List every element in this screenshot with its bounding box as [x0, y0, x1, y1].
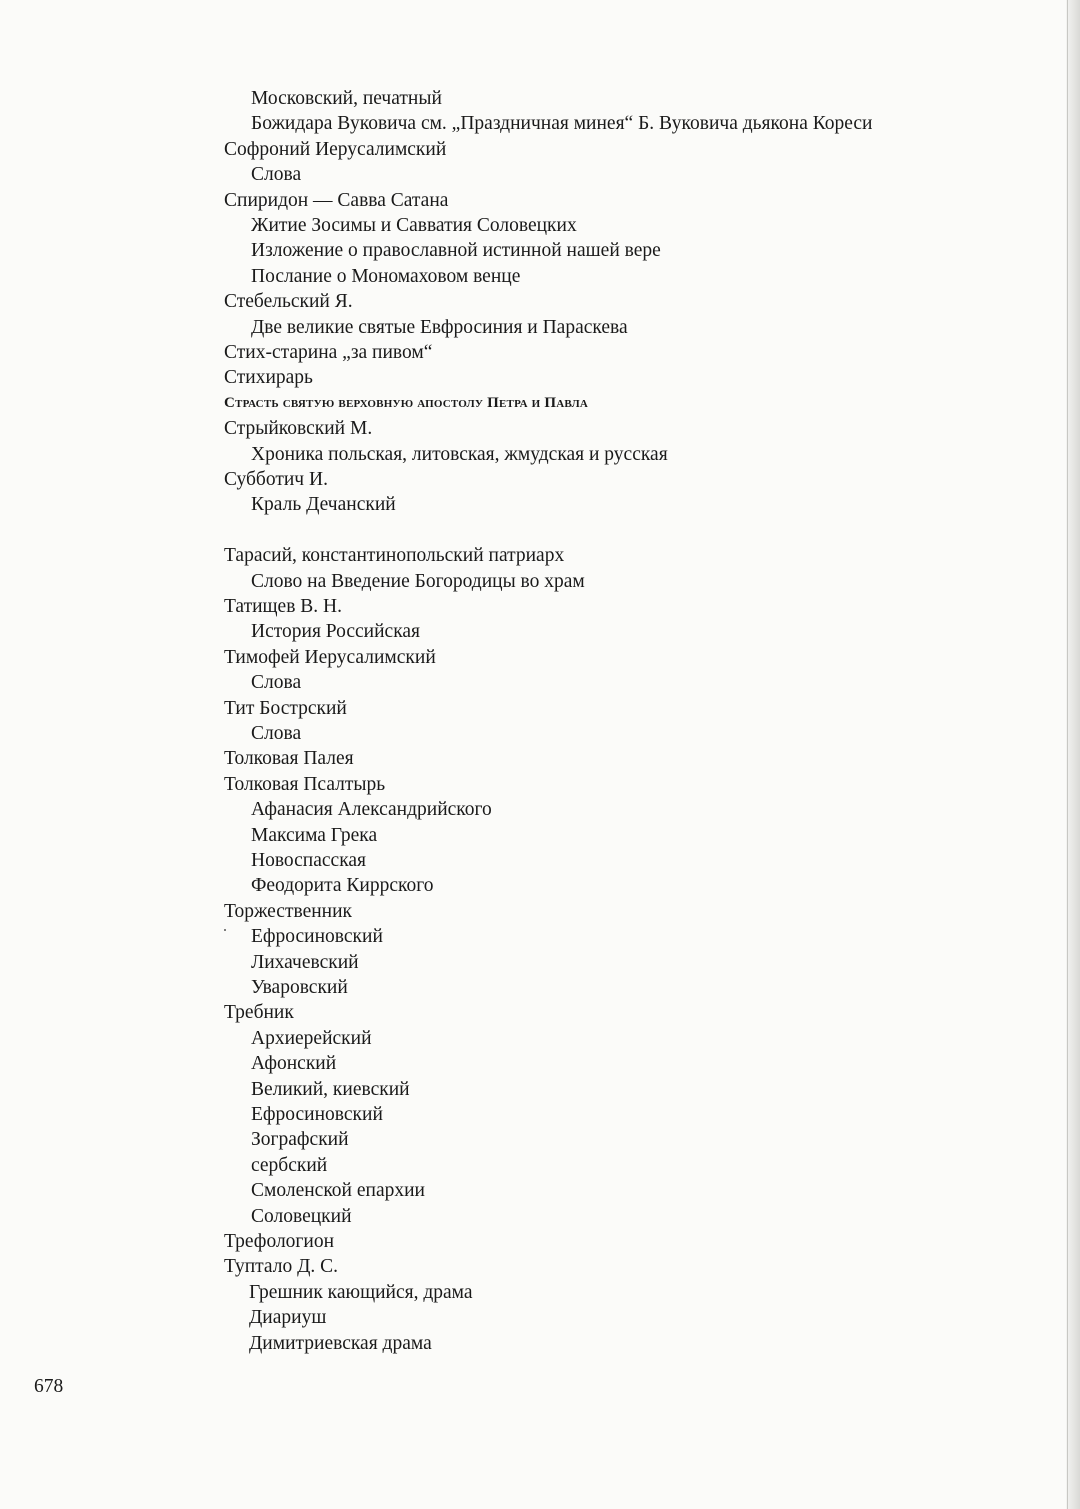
index-subentry: История Российская: [251, 621, 421, 642]
index-subentry: Соловецкий: [251, 1206, 352, 1227]
index-heading: Требник: [224, 1002, 294, 1023]
index-heading: Тимофей Иерусалимский: [224, 647, 436, 668]
index-heading: Толковая Палея: [224, 748, 354, 769]
index-subentry: Афанасия Александрийского: [251, 799, 492, 820]
index-subentry: Лихачевский: [251, 952, 359, 973]
index-subentry: Великий, киевский: [251, 1079, 410, 1100]
index-subentry: Архиерейский: [251, 1028, 372, 1049]
index-heading: Стебельский Я.: [224, 291, 353, 312]
index-heading: Стих-старина „за пивом“: [224, 342, 433, 363]
index-subentry: Изложение о православной истинной нашей вере: [251, 240, 661, 261]
index-subentry: Божидара Вуковича см. „Праздничная минея“ Б. Вуковича дьякона Кореси: [251, 113, 873, 134]
index-heading: Спиридон — Савва Сатана: [224, 190, 449, 211]
page-edge-shadow: [1066, 0, 1080, 1509]
index-heading: Страсть святую верховную апостолу Петра и Павла: [224, 395, 589, 411]
index-heading: Тит Бострский: [224, 698, 347, 719]
index-heading: Стихирарь: [224, 367, 313, 388]
index-heading: Торжественник: [224, 901, 353, 922]
print-speck: [224, 929, 226, 931]
index-heading: Софроний Иерусалимский: [224, 139, 447, 160]
index-heading: Татищев В. Н.: [224, 596, 342, 617]
index-subentry: Зографский: [251, 1129, 349, 1150]
index-subentry: Максима Грека: [251, 825, 378, 846]
index-heading: Туптало Д. С.: [224, 1256, 339, 1277]
index-subentry: Житие Зосимы и Савватия Соловецких: [251, 215, 577, 236]
index-subentry: Димитриевская драма: [249, 1333, 432, 1354]
index-subentry: Слово на Введение Богородицы во храм: [251, 571, 585, 592]
index-subentry: Слова: [251, 164, 302, 185]
index-subentry: Диариуш: [249, 1307, 327, 1328]
index-heading: Тарасий, константинопольский патриарх: [224, 545, 565, 566]
index-subentry: Краль Дечанский: [251, 494, 396, 515]
index-subentry: сербский: [251, 1155, 328, 1176]
index-subentry: Грешник кающийся, драма: [249, 1282, 473, 1303]
index-subentry: Хроника польская, литовская, жмудская и русская: [251, 444, 668, 465]
index-subentry: Послание о Мономаховом венце: [251, 266, 521, 287]
index-subentry: Феодорита Киррского: [251, 875, 434, 896]
index-subentry: Московский, печатный: [251, 88, 442, 109]
index-subentry: Афонский: [251, 1053, 337, 1074]
index-subentry: Слова: [251, 672, 302, 693]
index-subentry: Ефросиновский: [251, 926, 383, 947]
page-number: 678: [34, 1376, 64, 1397]
index-subentry: Две великие святые Евфросиния и Параскева: [251, 317, 628, 338]
index-heading: Толковая Псалтырь: [224, 774, 386, 795]
index-subentry: Новоспасская: [251, 850, 367, 871]
page-edge-line: [1067, 0, 1068, 1509]
index-subentry: Слова: [251, 723, 302, 744]
index-heading: Субботич И.: [224, 469, 328, 490]
index-subentry: Ефросиновский: [251, 1104, 383, 1125]
index-heading: Стрыйковский М.: [224, 418, 373, 439]
index-subentry: Уваровский: [251, 977, 348, 998]
index-heading: Трефологион: [224, 1231, 335, 1252]
index-subentry: Смоленской епархии: [251, 1180, 425, 1201]
